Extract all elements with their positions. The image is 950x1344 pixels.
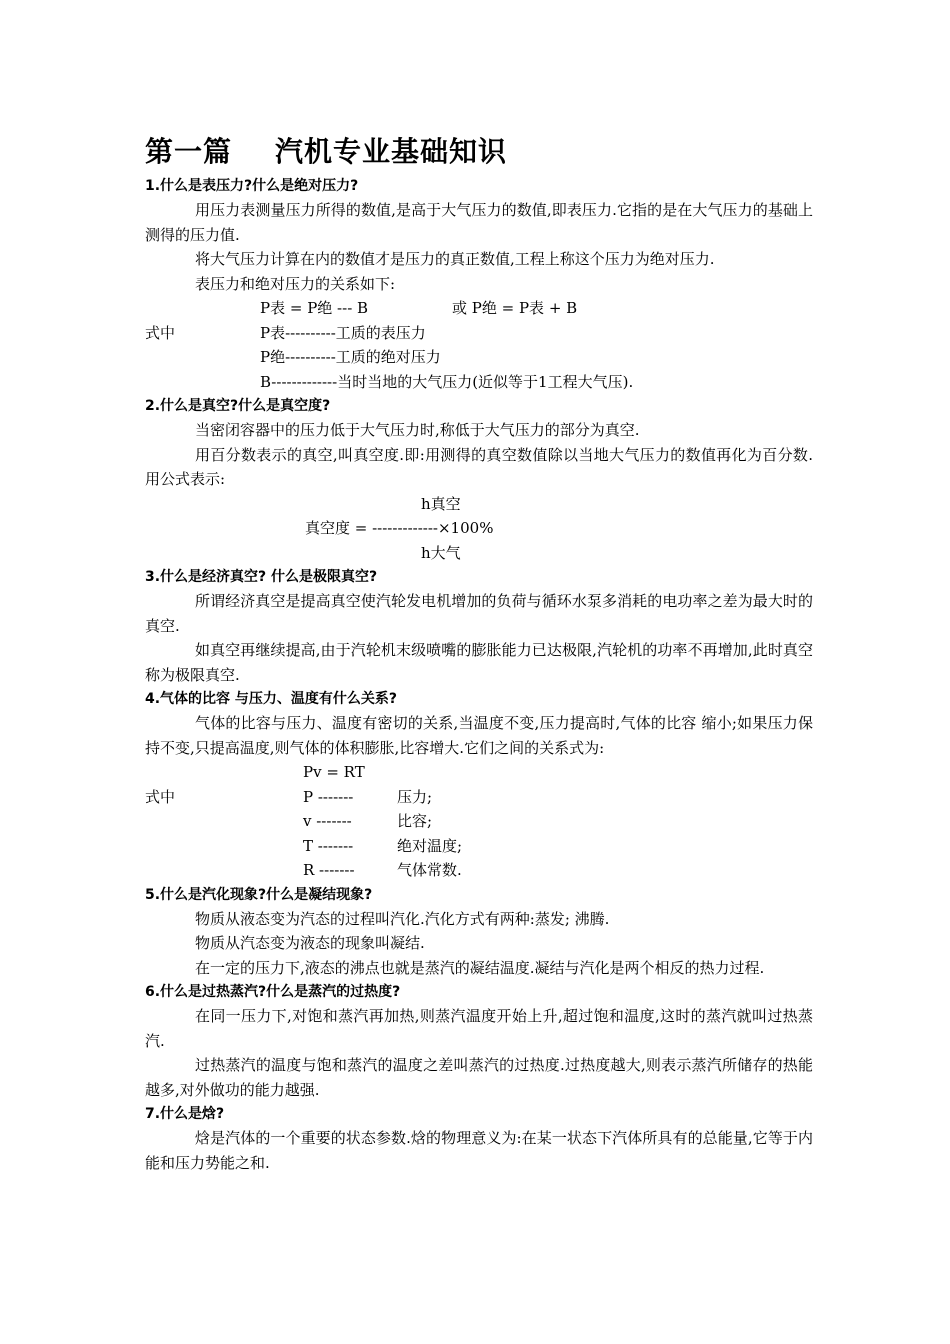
paragraph: 用压力表测量压力所得的数值,是高于大气压力的数值,即表压力.它指的是在大气压力的基础上测得的压力值. — [145, 201, 813, 244]
paragraph: 表压力和绝对压力的关系如下: — [195, 274, 396, 293]
page-title: 第一篇 汽机专业基础知识 — [145, 135, 507, 168]
question-heading: 5.什么是汽化现象?什么是凝结现象? — [145, 886, 373, 903]
question-heading: 4.气体的比容 与压力、温度有什么关系? — [145, 691, 398, 707]
paragraph: 过热蒸汽的温度与饱和蒸汽的温度之差叫蒸汽的过热度.过热度越大,则表示蒸汽所储存的热能越多,对外做功的能力越强. — [145, 1056, 813, 1099]
paragraph: 如真空再继续提高,由于汽轮机末级喷嘴的膨胀能力已达极限,汽轮机的功率不再增加,此时真空称为极限真空. — [145, 641, 813, 684]
paragraph: 在一定的压力下,液态的沸点也就是蒸汽的凝结温度.凝结与汽化是两个相反的热力过程. — [195, 958, 765, 977]
definition-line — [145, 858, 813, 883]
fraction-numerator — [145, 492, 813, 517]
definition-symbol: R ------- — [303, 861, 355, 879]
definition: P表----------工质的表压力 — [260, 323, 426, 342]
where-label: 式中 — [145, 787, 176, 806]
paragraph: 用百分数表示的真空,叫真空度.即:用测得的真空数值除以当地大气压力的数值再化为百分数. 用公式表示: — [145, 445, 813, 488]
definition-symbol: v ------- — [303, 812, 352, 830]
paragraph: 当密闭容器中的压力低于大气压力时,称低于大气压力的部分为真空. — [195, 421, 640, 439]
paragraph: 焓是汽体的一个重要的状态参数.焓的物理意义为:在某一状态下汽体所具有的总能量,它等于内能和压力势能之和. — [145, 1129, 813, 1172]
formula: P表 = P绝 --- B — [260, 299, 369, 317]
definition-symbol: P ------- — [303, 787, 354, 806]
question-heading: 2.什么是真空?什么是真空度? — [145, 398, 331, 414]
question-heading: 6.什么是过热蒸汽?什么是蒸汽的过热度? — [145, 984, 401, 1000]
definition-line — [145, 370, 813, 395]
formula-line — [145, 296, 813, 321]
numerator: h真空 — [421, 494, 461, 513]
paragraph: 物质从汽态变为液态的现象叫凝结. — [195, 934, 425, 952]
definition-line — [145, 345, 813, 370]
formula-line — [145, 760, 813, 785]
denominator: h大气 — [421, 543, 461, 562]
where-label: 式中 — [145, 323, 176, 342]
fraction-denominator — [145, 541, 813, 566]
definition: P绝----------工质的绝对压力 — [260, 348, 441, 366]
formula: 真空度 = -------------×100% — [305, 519, 494, 537]
definition-line — [145, 809, 813, 834]
formula: Pv = RT — [303, 763, 365, 781]
definition-desc: 比容; — [397, 812, 433, 830]
paragraph: 气体的比容与压力、温度有密切的关系,当温度不变,压力提高时,气体的比容 缩小;如果压力保持不变,只提高温度,则气体的体积膨胀,比容增大.它们之间的关系式为: — [145, 714, 813, 757]
paragraph: 所谓经济真空是提高真空使汽轮发电机增加的负荷与循环水泵多消耗的电功率之差为最大时的真空. — [145, 592, 813, 635]
formula-alt: 或 P绝 = P表 + B — [452, 299, 578, 317]
document-body — [145, 174, 813, 1175]
paragraph: 在同一压力下,对饱和蒸汽再加热,则蒸汽温度开始上升,超过饱和温度,这时的蒸汽就叫过热蒸汽. — [145, 1007, 813, 1050]
paragraph: 物质从液态变为汽态的过程叫汽化.汽化方式有两种:蒸发; 沸腾. — [195, 909, 610, 928]
question-heading: 3.什么是经济真空? 什么是极限真空? — [145, 569, 378, 585]
definition: B-------------当时当地的大气压力(近似等于1工程大气压). — [260, 372, 634, 391]
fraction-formula — [145, 516, 813, 541]
definition-line — [145, 785, 813, 810]
definition-desc: 绝对温度; — [397, 836, 463, 855]
definition-symbol: T ------- — [303, 836, 354, 855]
question-heading: 1.什么是表压力?什么是绝对压力? — [145, 178, 359, 194]
definition-desc: 压力; — [397, 787, 433, 806]
definition-line — [145, 834, 813, 859]
paragraph: 将大气压力计算在内的数值才是压力的真正数值,工程上称这个压力为绝对压力. — [195, 250, 715, 268]
question-heading: 7.什么是焓? — [145, 1106, 225, 1122]
definition-line — [145, 321, 813, 346]
definition-desc: 气体常数. — [397, 861, 462, 879]
